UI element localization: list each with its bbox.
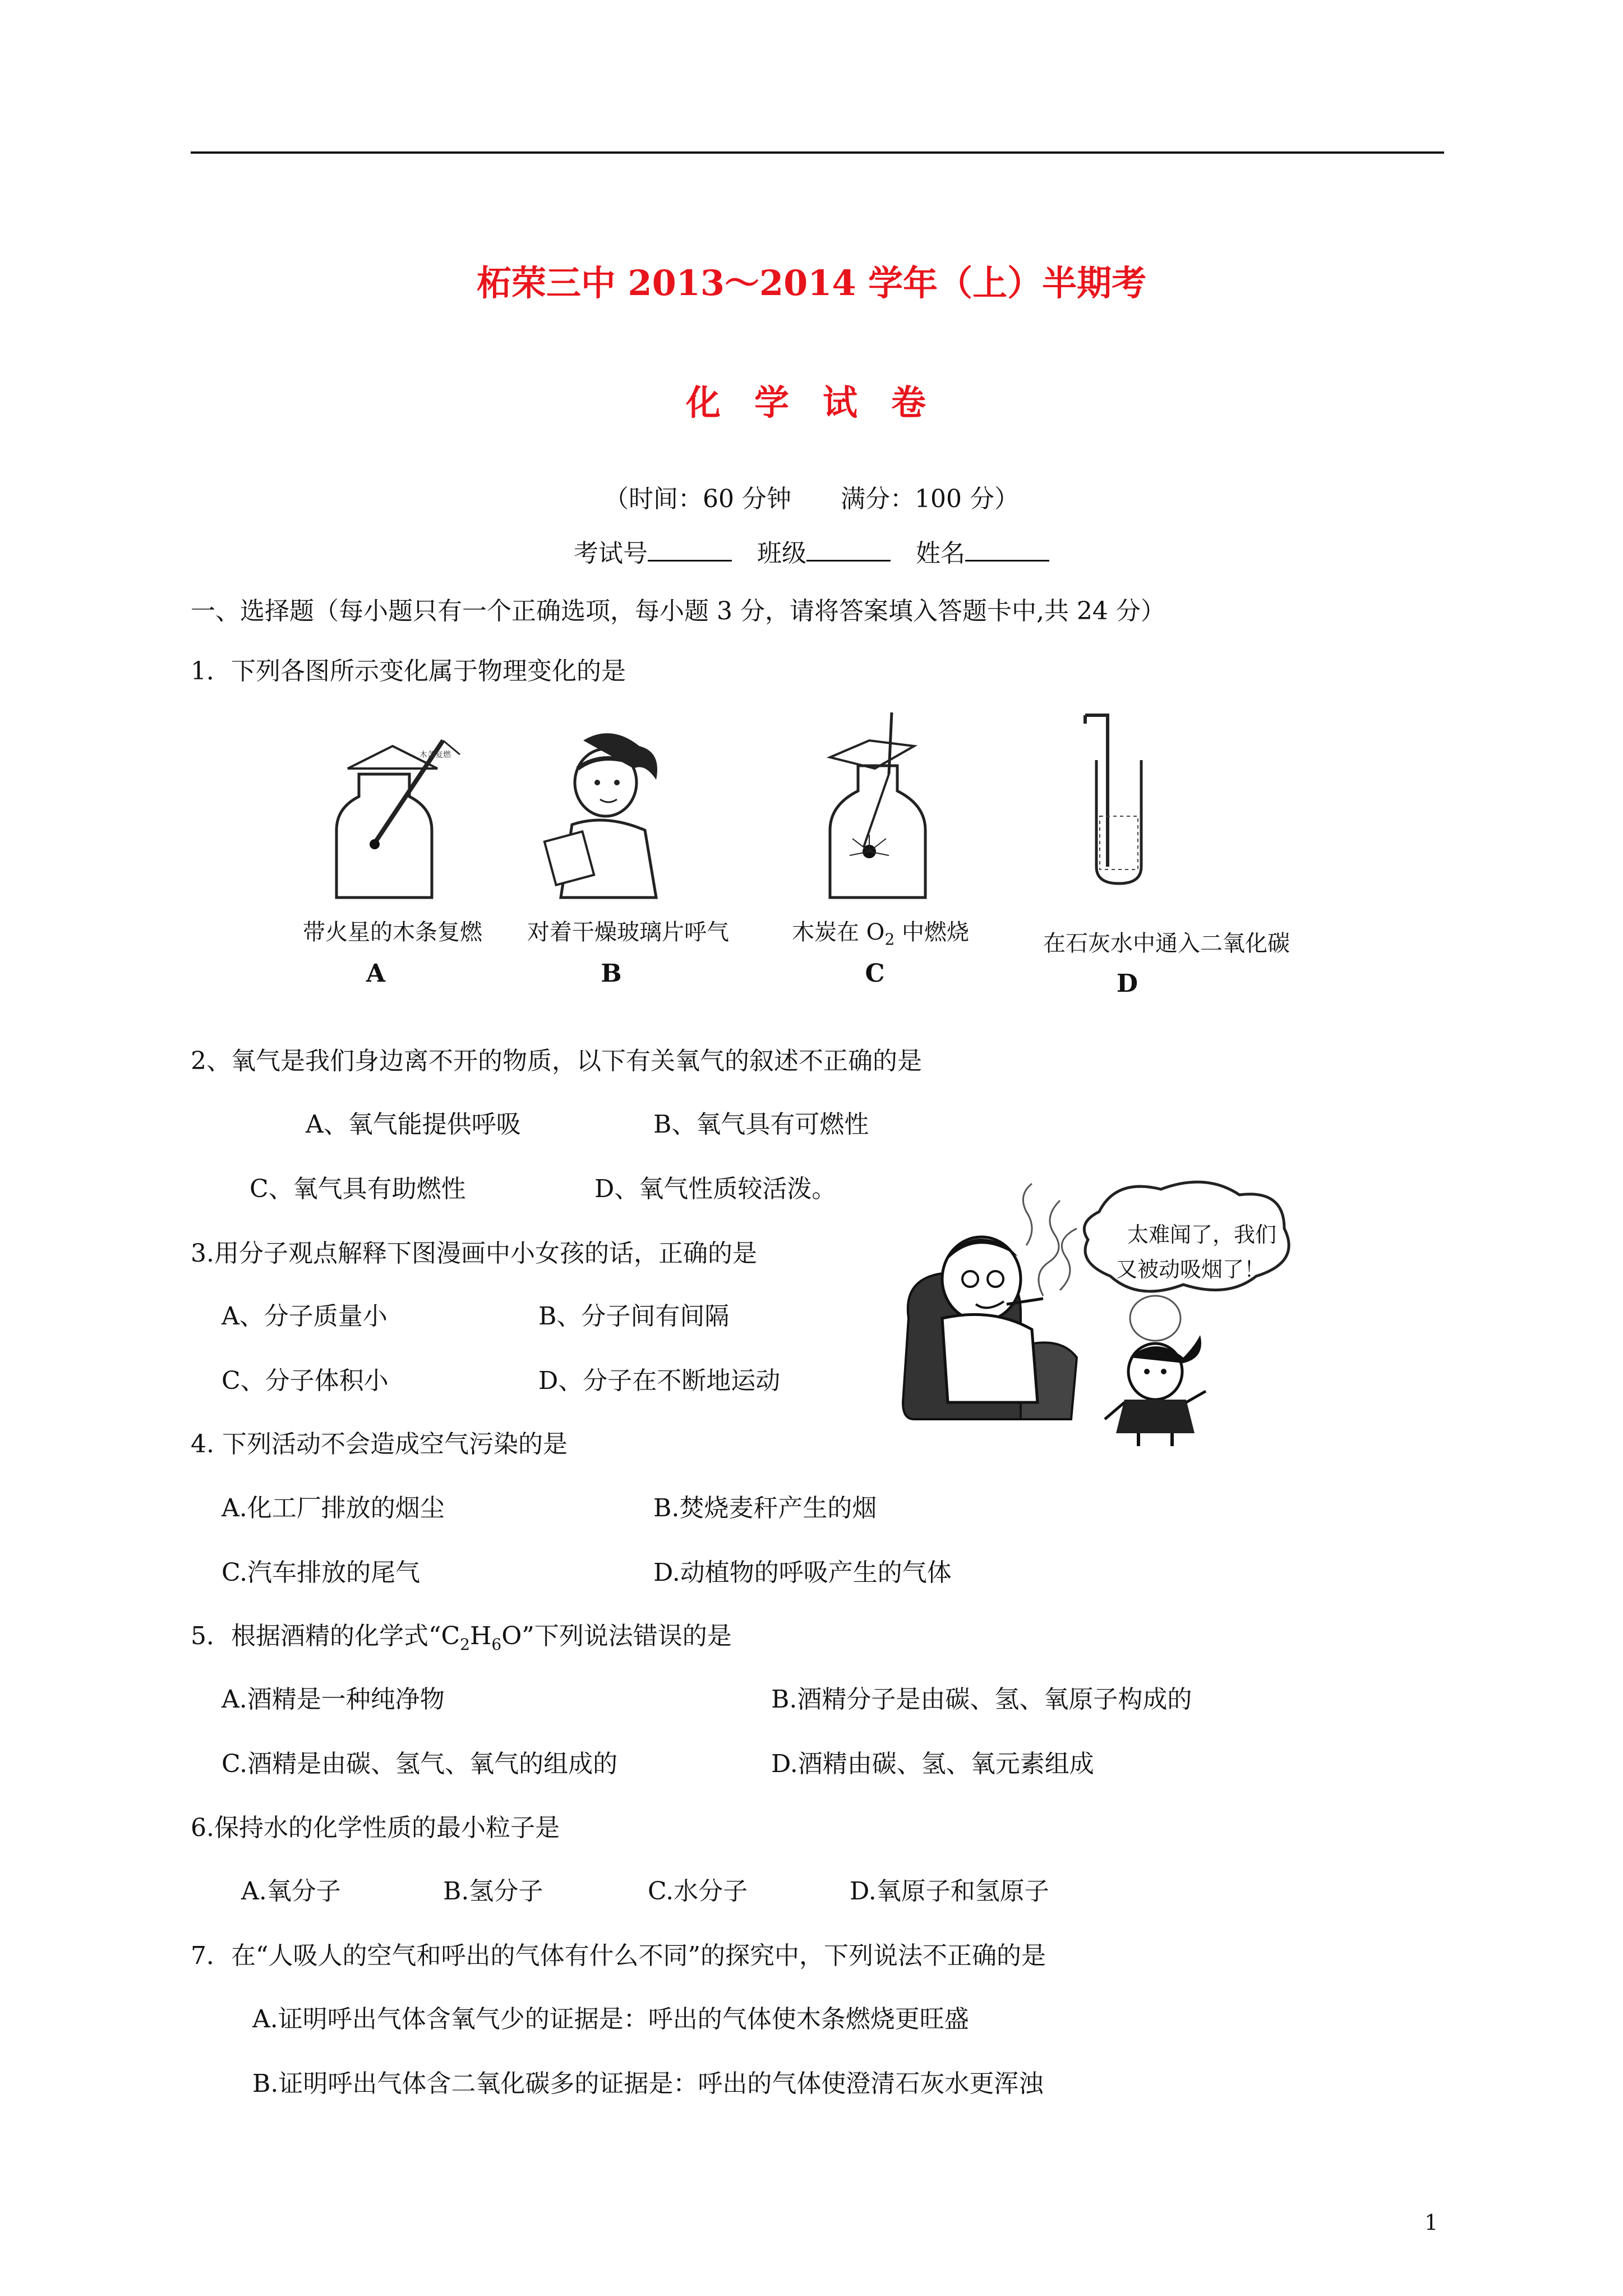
fig-c-charcoal-jar xyxy=(808,712,953,903)
fig-b-letter: B xyxy=(601,959,622,988)
q6-stem: 6.保持水的化学性质的最小粒子是 xyxy=(191,1814,560,1842)
q7-option-a: A.证明呼出气体含氧气少的证据是：呼出的气体使木条燃烧更旺盛 xyxy=(252,2005,969,2033)
q3-stem: 3.用分子观点解释下图漫画中小女孩的话，正确的是 xyxy=(191,1239,757,1268)
fig-a-caption: 带火星的木条复燃 xyxy=(303,919,482,945)
q7-option-b: B.证明呼出气体含二氧化碳多的证据是：呼出的气体使澄清石灰水更浑浊 xyxy=(252,2069,1044,2098)
q3-option-b: B、分子间有间隔 xyxy=(538,1302,730,1331)
fig-a-small-label: 木条复燃 xyxy=(419,751,451,760)
exam-subtitle: 化学试卷 xyxy=(685,382,960,423)
fig-d-letter: D xyxy=(1116,969,1138,998)
fig-b-caption: 对着干燥玻璃片呼气 xyxy=(527,919,729,945)
class-blank[interactable] xyxy=(806,537,891,562)
exam-id-label: 考试号 xyxy=(574,539,648,568)
q6-option-a: A.氧分子 xyxy=(241,1877,341,1906)
q6-option-d: D.氧原子和氢原子 xyxy=(850,1877,1049,1906)
q6-option-c: C.水分子 xyxy=(648,1877,748,1906)
q4-stem: 4. 下列活动不会造成空气污染的是 xyxy=(191,1430,568,1458)
q4-option-b: B.焚烧麦秆产生的烟 xyxy=(653,1494,877,1522)
fig-d-caption: 在石灰水中通入二氧化碳 xyxy=(1043,931,1290,956)
page-number: 1 xyxy=(1424,2210,1438,2235)
q5-option-a: A.酒精是一种纯净物 xyxy=(222,1685,445,1714)
name-blank[interactable] xyxy=(965,537,1049,562)
q4-option-a: A.化工厂排放的烟尘 xyxy=(222,1494,445,1522)
fig-a-letter: A xyxy=(366,959,386,988)
time-info: （时间：60 分钟 满分：100 分） xyxy=(604,485,1019,513)
fig-c-letter: C xyxy=(865,959,885,988)
fig-d-test-tube xyxy=(1074,710,1164,889)
fig-a-jar-splint xyxy=(314,735,471,903)
q2-option-b: B、氧气具有可燃性 xyxy=(653,1110,869,1139)
q5-option-c: C.酒精是由碳、氢气、氧气的组成的 xyxy=(222,1750,618,1778)
q5-option-d: D.酒精由碳、氢、氧元素组成 xyxy=(771,1750,1094,1778)
section1-heading: 一、选择题（每小题只有一个正确选项，每小题 3 分，请将答案填入答题卡中,共 24 分） xyxy=(191,597,1165,625)
q4-option-d: D.动植物的呼吸产生的气体 xyxy=(653,1558,952,1587)
q3-bubble-line2: 又被动吸烟了！ xyxy=(1116,1257,1266,1282)
q4-option-c: C.汽车排放的尾气 xyxy=(222,1558,421,1587)
student-info-row xyxy=(0,533,1623,569)
fig-b-girl-breath xyxy=(527,729,679,903)
q5-stem: 5．根据酒精的化学式“$C_2H_6O$”下列说法错误的是 xyxy=(191,1622,732,1654)
class-label: 班级 xyxy=(757,539,806,568)
q2-option-c: C、氧气具有助燃性 xyxy=(250,1175,466,1203)
q2-stem: 2、氧气是我们身边离不开的物质，以下有关氧气的叙述不正确的是 xyxy=(191,1047,922,1075)
fig-c-caption: 木炭在 $O_2$ 中燃烧 xyxy=(791,919,970,949)
header-rule xyxy=(191,151,1444,154)
name-label: 姓名 xyxy=(916,539,965,568)
q2-option-a: A、氧气能提供呼吸 xyxy=(306,1110,521,1139)
q1-stem: 1．下列各图所示变化属于物理变化的是 xyxy=(191,657,626,685)
q3-bubble-line1: 太难闻了，我们 xyxy=(1127,1222,1277,1247)
q3-option-a: A、分子质量小 xyxy=(222,1302,388,1331)
q3-option-c: C、分子体积小 xyxy=(222,1366,389,1395)
q6-option-b: B.氢分子 xyxy=(443,1877,543,1906)
exam-title: 柘荣三中 2013～2014 学年（上）半期考 xyxy=(476,263,1147,303)
q7-stem: 7．在“人吸人的空气和呼出的气体有什么不同”的探究中，下列说法不正确的是 xyxy=(191,1941,1046,1970)
q3-option-d: D、分子在不断地运动 xyxy=(538,1366,781,1395)
exam-id-blank[interactable] xyxy=(648,537,732,562)
q3-cartoon-smoking xyxy=(892,1178,1357,1447)
q2-option-d: D、氧气性质较活泼。 xyxy=(594,1175,837,1203)
q5-option-b: B.酒精分子是由碳、氢、氧原子构成的 xyxy=(771,1685,1192,1714)
